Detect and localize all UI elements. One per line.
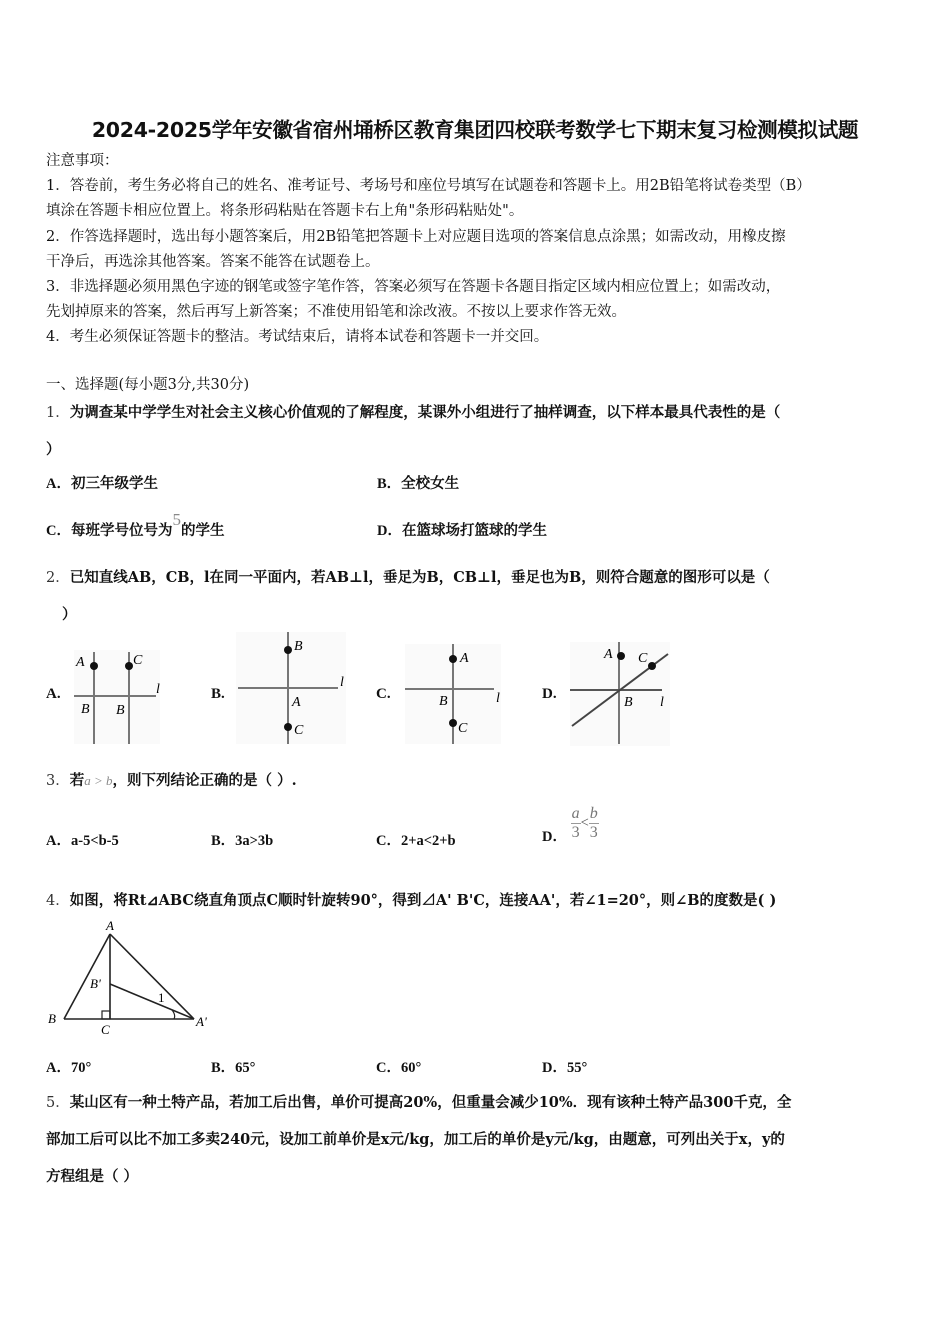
q2-figure-c[interactable]: [404, 642, 504, 746]
q2-figure-a[interactable]: [70, 648, 170, 746]
q1-option-d[interactable]: D．在篮球场打篮球的学生: [377, 522, 547, 539]
q4-option-d[interactable]: D．55°: [542, 1060, 588, 1076]
svg-text:A: A: [292, 695, 301, 710]
note-line: 填涂在答题卡相应位置上。将条形码粘贴在答题卡右上角"条形码粘贴处"。: [46, 203, 524, 219]
q2-option-b-label[interactable]: B.: [211, 686, 225, 702]
note-line: 3．非选择题必须用黑色字迹的钢笔或签字笔作答，答案必须写在答题卡各题目指定区域内相应位置上；如需改动，: [46, 279, 781, 295]
note-line: 2．作答选择题时，选出每小题答案后，用2B铅笔把答题卡上对应题目选项的答案信息点涂黑；如需改动，用橡皮擦: [46, 229, 786, 245]
q2-figure-b[interactable]: [236, 630, 352, 746]
q3-option-c[interactable]: C．2+a<2+b: [376, 833, 456, 849]
svg-text:A: A: [76, 655, 85, 670]
question-2-close: ）: [62, 606, 77, 623]
svg-text:C: C: [638, 651, 648, 666]
question-5: 5．某山区有一种土特产品，若加工后出售，单价可提高20%，但重量会减少10%．现有该种土特产品300千克，全: [46, 1094, 792, 1111]
question-3: 3．若a > b，则下列结论正确的是（ ）.: [46, 772, 297, 789]
svg-text:l: l: [660, 695, 664, 710]
question-2: 2．已知直线AB，CB，l在同一平面内，若AB⊥l，垂足为B，CB⊥l，垂足也为B，则符合题意的图形可以是（: [46, 569, 770, 586]
svg-text:B: B: [624, 695, 633, 710]
q2-option-d-label[interactable]: D.: [542, 686, 557, 702]
svg-text:B: B: [48, 1011, 56, 1026]
svg-text:l: l: [156, 682, 160, 697]
q4-triangle-figure: [44, 918, 224, 1038]
note-line: 4．考生必须保证答题卡的整洁。考试结束后，请将本试卷和答题卡一并交回。: [46, 329, 549, 345]
svg-text:B': B': [90, 976, 101, 991]
svg-text:A: A: [460, 651, 469, 666]
q2-option-a-label[interactable]: A.: [46, 686, 61, 702]
fraction-a-over-3: $\frac{a}{3}$: [571, 805, 580, 841]
question-4: 4．如图，将Rt⊿ABC绕直角顶点C顺时针旋转90°，得到⊿A' B'C，连接AA'，若∠1=20°，则∠B的度数是( ): [46, 892, 777, 909]
svg-text:B: B: [81, 702, 90, 717]
q1-option-c[interactable]: C．每班学号位号为5的学生: [46, 510, 225, 539]
svg-text:l: l: [340, 675, 344, 690]
fraction-b-over-3: $\frac{b}{3}$: [589, 805, 598, 841]
note-line: 干净后，再选涂其他答案。答案不能答在试题卷上。: [46, 254, 380, 270]
q4-option-b[interactable]: B．65°: [211, 1060, 256, 1076]
q4-option-c[interactable]: C．60°: [376, 1060, 422, 1076]
question-5-line-3: 方程组是（ ）: [46, 1168, 139, 1185]
q1-option-a[interactable]: A．初三年级学生: [46, 475, 158, 492]
q3-option-b[interactable]: B．3a>3b: [211, 833, 274, 849]
question-number: 1．: [46, 405, 70, 421]
page-title: 2024-2025学年安徽省宿州埇桥区教育集团四校联考数学七下期末复习检测模拟试题: [91, 118, 859, 142]
question-1-close: ）: [46, 441, 61, 458]
note-line: 1．答卷前，考生务必将自己的姓名、准考证号、考场号和座位号填写在试题卷和答题卡上。用2B铅笔将试卷类型（B）: [46, 178, 811, 194]
q3-option-a[interactable]: A．a-5<b-5: [46, 833, 119, 849]
svg-text:l: l: [496, 691, 500, 706]
svg-text:B: B: [439, 694, 448, 709]
svg-text:A': A': [196, 1014, 207, 1029]
question-1: [46, 401, 780, 422]
svg-text:C: C: [101, 1022, 110, 1037]
svg-text:B: B: [294, 639, 303, 654]
svg-text:A: A: [604, 647, 613, 662]
q2-figure-d[interactable]: [570, 640, 674, 746]
svg-text:1: 1: [158, 990, 165, 1005]
note-line: 先划掉原来的答案，然后再写上新答案；不准使用铅笔和涂改液。不按以上要求作答无效。: [46, 304, 626, 320]
svg-text:C: C: [133, 653, 143, 668]
section-heading: 一、选择题(每小题3分,共30分): [46, 377, 250, 393]
svg-text:A: A: [106, 918, 114, 933]
q4-option-a[interactable]: A．70°: [46, 1060, 92, 1076]
q1-option-b[interactable]: B．全校女生: [377, 475, 460, 492]
q3-option-d[interactable]: D． $\frac{a}{3}$ < $\frac{b}{3}$: [542, 805, 598, 845]
svg-text:C: C: [458, 721, 468, 736]
svg-text:B: B: [116, 703, 125, 718]
q2-option-c-label[interactable]: C.: [376, 686, 391, 702]
question-text: 为调查某中学学生对社会主义核心价值观的了解程度，某课外小组进行了抽样调查，以下样本最具代表性的是（: [69, 404, 781, 421]
notes-heading: 注意事项：: [46, 153, 119, 169]
svg-text:C: C: [294, 723, 304, 738]
question-5-line-2: 部加工后可以比不加工多卖240元，设加工前单价是x元/kg，加工后的单价是y元/kg，由题意，可列出关于x，y的: [46, 1131, 785, 1148]
